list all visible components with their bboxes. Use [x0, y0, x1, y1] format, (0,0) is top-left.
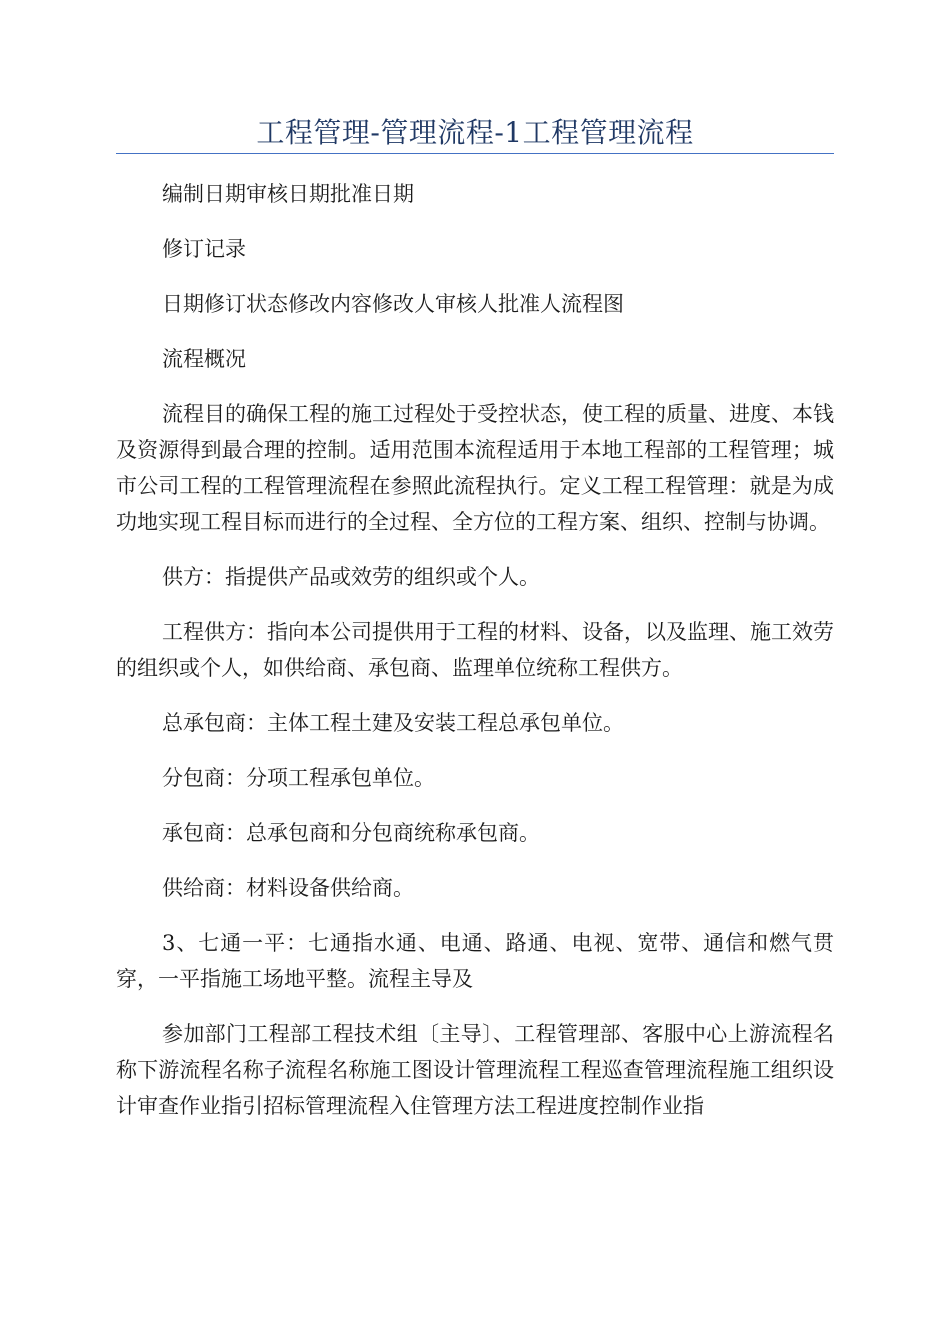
paragraph-material-supplier: 供给商：材料设备供给商。 [162, 876, 414, 900]
title-underline [116, 153, 834, 154]
paragraph-supplier: 供方：指提供产品或效劳的组织或个人。 [162, 565, 540, 589]
paragraph-purpose-scope: 流程目的确保工程的施工过程处于受控状态，使工程的质量、进度、本钱及资源得到最合理的控制。适用范围本流程适用于本地工程部的工程管理；城市公司工程的工程管理流程在参照此流程执行。定义工程工程管理：就是为成功地实现工程目标而进行的全过程、全方位的工程方案、组织、控制与协调。 [116, 402, 834, 534]
paragraph-general-contractor: 总承包商：主体工程土建及安装工程总承包单位。 [162, 711, 624, 735]
paragraph-revision-record: 修订记录 [162, 237, 246, 261]
paragraph-departments: 参加部门工程部工程技术组〔主导〕、工程管理部、客服中心上游流程名称下游流程名称子流程名称施工图设计管理流程工程巡查管理流程施工组织设计审查作业指引招标管理流程入住管理方法工程进度控制作业指 [116, 1022, 834, 1118]
paragraph-dates: 编制日期审核日期批准日期 [162, 182, 414, 206]
page-title: 工程管理-管理流程-1工程管理流程 [256, 116, 694, 149]
paragraph-project-supplier: 工程供方：指向本公司提供用于工程的材料、设备，以及监理、施工效劳的组织或个人，如供给商、承包商、监理单位统称工程供方。 [116, 620, 834, 680]
document-body [116, 176, 834, 1143]
paragraph-contractor: 承包商：总承包商和分包商统称承包商。 [162, 821, 540, 845]
paragraph-revision-header: 日期修订状态修改内容修改人审核人批准人流程图 [162, 292, 624, 316]
paragraph-seven-connections: 3、七通一平：七通指水通、电通、路通、电视、宽带、通信和燃气贯穿，一平指施工场地平整。流程主导及 [116, 931, 834, 991]
paragraph-process-overview: 流程概况 [162, 347, 246, 371]
paragraph-subcontractor: 分包商：分项工程承包单位。 [162, 766, 435, 790]
